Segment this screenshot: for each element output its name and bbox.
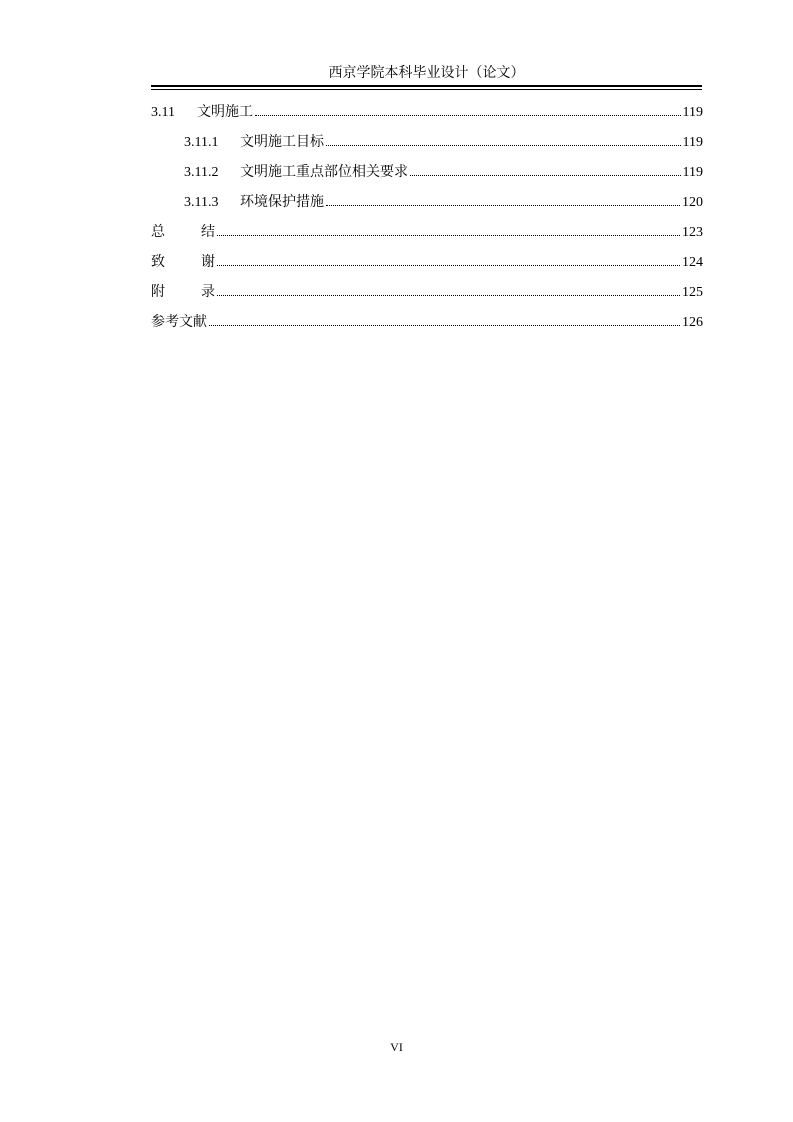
dot-leader bbox=[255, 115, 681, 116]
dot-leader bbox=[217, 295, 680, 296]
toc-entry-page: 120 bbox=[682, 195, 703, 210]
table-of-contents bbox=[151, 102, 703, 342]
dot-leader bbox=[326, 205, 680, 206]
toc-title-char: 结 bbox=[201, 224, 215, 240]
toc-title-char: 致 bbox=[151, 254, 165, 270]
toc-entry-acknowledgements[interactable] bbox=[151, 252, 703, 282]
toc-entry-3-11[interactable] bbox=[151, 102, 703, 132]
toc-entry-references[interactable] bbox=[151, 312, 703, 342]
toc-entry-title bbox=[151, 252, 215, 272]
toc-entry-3-11-2[interactable] bbox=[151, 162, 703, 192]
header-rule-thin bbox=[151, 89, 702, 90]
toc-entry-page: 125 bbox=[682, 285, 703, 300]
toc-entry-page: 126 bbox=[682, 315, 703, 330]
page-number: VI bbox=[390, 1040, 403, 1054]
toc-entry-title: 文明施工目标 bbox=[240, 134, 324, 150]
dot-leader bbox=[326, 145, 681, 146]
toc-entry-page: 124 bbox=[682, 255, 703, 270]
toc-entry-title bbox=[151, 282, 215, 302]
toc-entry-number: 3.11 bbox=[151, 105, 175, 120]
toc-entry-number: 3.11.1 bbox=[184, 135, 219, 150]
toc-entry-page: 119 bbox=[682, 105, 703, 120]
toc-entry-page: 123 bbox=[682, 225, 703, 240]
toc-title-char: 总 bbox=[151, 224, 165, 240]
toc-entry-page: 119 bbox=[682, 135, 703, 150]
toc-entry-title: 文明施工 bbox=[197, 104, 253, 120]
toc-entry-3-11-3[interactable] bbox=[151, 192, 703, 222]
toc-entry-number: 3.11.3 bbox=[184, 195, 219, 210]
dot-leader bbox=[217, 235, 680, 236]
toc-entry-page: 119 bbox=[682, 165, 703, 180]
toc-title-char: 附 bbox=[151, 284, 165, 300]
toc-entry-title bbox=[151, 222, 215, 242]
toc-entry-title: 文明施工重点部位相关要求 bbox=[240, 164, 408, 180]
header-rule-thick bbox=[151, 85, 702, 87]
toc-entry-number: 3.11.2 bbox=[184, 165, 219, 180]
toc-title-char: 谢 bbox=[201, 254, 215, 270]
running-header: 西京学院本科毕业设计（论文） bbox=[328, 65, 525, 81]
toc-entry-title: 环境保护措施 bbox=[240, 194, 324, 210]
toc-entry-3-11-1[interactable] bbox=[151, 132, 703, 162]
dot-leader bbox=[209, 325, 680, 326]
toc-title-char: 录 bbox=[201, 284, 215, 300]
dot-leader bbox=[217, 265, 680, 266]
toc-entry-title: 参考文献 bbox=[151, 314, 207, 330]
dot-leader bbox=[410, 175, 681, 176]
toc-entry-appendix[interactable] bbox=[151, 282, 703, 312]
toc-entry-conclusion[interactable] bbox=[151, 222, 703, 252]
